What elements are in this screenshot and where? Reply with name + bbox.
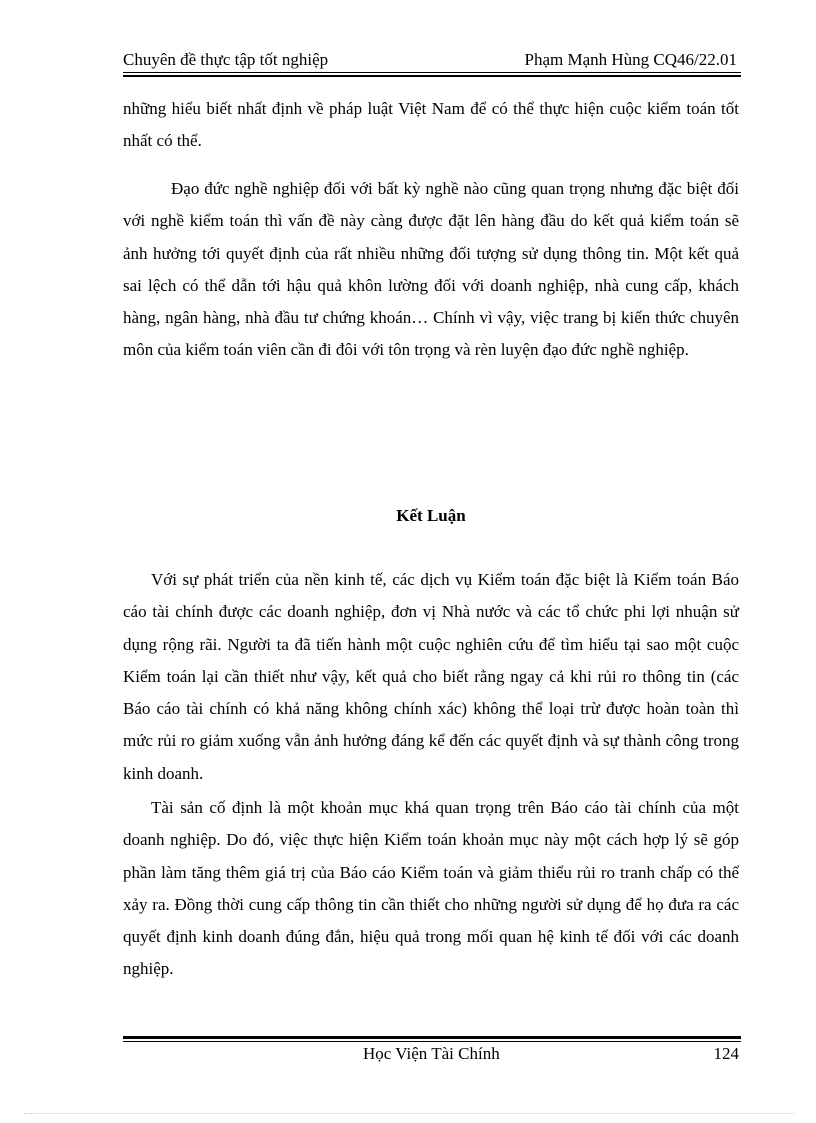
- page-edge-dotted-line: [24, 1113, 794, 1114]
- paragraph-conclusion-2: Tài sản cố định là một khoản mục khá quan trọng trên Báo cáo tài chính của một doanh nghiệp. Do đó, việc thực hiện Kiểm toán khoản mục này một cách hợp lý sẽ góp phần làm tăng thêm giá trị của Báo cáo Kiểm toán và giảm thiểu rủi ro tranh chấp có thể xảy ra. Đồng thời cung cấp thông tin cần thiết cho những người sử dụng để họ đưa ra các quyết định kinh doanh đúng đắn, hiệu quả trong mối quan hệ kinh tế đối với các doanh nghiệp.: [123, 798, 739, 979]
- paragraph-conclusion-1: Với sự phát triển của nền kinh tế, các dịch vụ Kiểm toán đặc biệt là Kiểm toán Báo cáo tài chính được các doanh nghiệp, đơn vị Nhà nước và các tổ chức phi lợi nhuận sử dụng rộng rãi. Người ta đã tiến hành một cuộc nghiên cứu để tìm hiểu tại sao một cuộc Kiểm toán lại cần thiết như vậy, kết quả cho biết rằng ngay cả khi rủi ro thông tin (các Báo cáo tài chính có khả năng không chính xác) không thể loại trừ được hoàn toàn thì mức rủi ro giảm xuống vẫn ảnh hưởng đáng kể đến các quyết định và sự thành công trong kinh doanh.: [123, 570, 739, 783]
- footer-divider-thick: [123, 1036, 741, 1039]
- header-author: Phạm Mạnh Hùng CQ46/22.01: [524, 50, 737, 69]
- paragraph-professional-ethics: Đạo đức nghề nghiệp đối với bất kỳ nghề nào cũng quan trọng nhưng đặc biệt đối với nghề kiểm toán thì vấn đề này càng được đặt lên hàng đầu do kết quả kiểm toán sẽ ảnh hưởng tới quyết định của rất nhiều những đối tượng sử dụng thông tin. Một kết quả sai lệch có thể dẫn tới hậu quả khôn lường đối với doanh nghiệp, nhà cung cấp, khách hàng, ngân hàng, nhà đầu tư chứng khoán… Chính vì vậy, việc trang bị kiến thức chuyên môn của kiểm toán viên cần đi đôi với tôn trọng và rèn luyện đạo đức nghề nghiệp.: [123, 179, 739, 360]
- header-divider-thick: [123, 75, 741, 77]
- footer-divider: [123, 1041, 741, 1042]
- section-title: Kết Luận: [396, 506, 466, 525]
- header-document-title: Chuyên đề thực tập tốt nghiệp: [123, 50, 329, 69]
- header-divider: [123, 72, 741, 73]
- footer-institution: Học Viện Tài Chính: [363, 1044, 500, 1063]
- page-number: 124: [713, 1044, 739, 1063]
- paragraph-intro-continuation: những hiểu biết nhất định về pháp luật Việt Nam để có thể thực hiện cuộc kiểm toán tốt nhất có thể.: [123, 99, 739, 151]
